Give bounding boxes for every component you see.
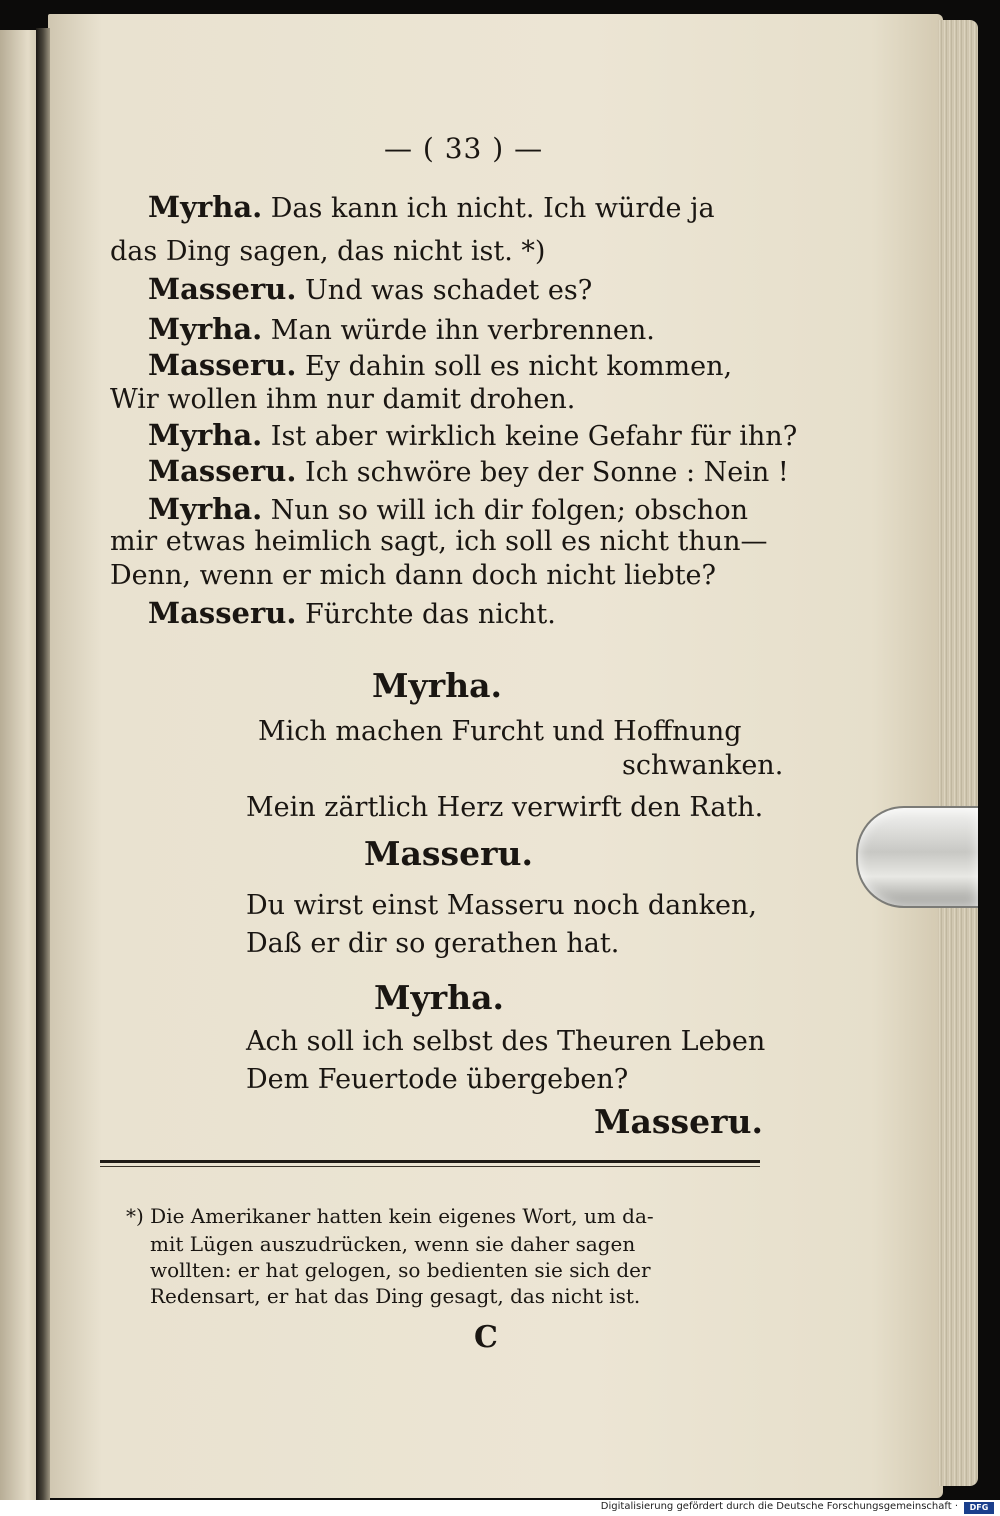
verse-line: Mich machen Furcht und Hoffnung <box>258 716 742 747</box>
verse-heading: Masseru. <box>364 834 533 873</box>
footnote-line: wollten: er hat gelogen, so bedienten sie sich der <box>150 1258 651 1282</box>
text-line <box>110 526 768 557</box>
verse-line: Dem Feuertode übergeben? <box>246 1064 629 1095</box>
text-line <box>110 384 575 415</box>
footer-bar <box>0 1500 1000 1516</box>
text-line <box>148 492 748 526</box>
footnote-line: mit Lügen auszudrücken, wenn sie daher sagen <box>150 1232 636 1256</box>
footnote-divider <box>100 1160 760 1163</box>
speaker-label: Masseru. <box>148 454 297 488</box>
text-line <box>110 236 545 267</box>
footnote-line: *) Die Amerikaner hatten kein eigenes Wort, um da- <box>126 1204 654 1228</box>
verse-heading: Myrha. <box>374 978 504 1017</box>
line-text: Das kann ich nicht. Ich würde ja <box>262 193 715 224</box>
line-text: Und was schadet es? <box>296 275 593 306</box>
book-gutter <box>36 28 50 1500</box>
text-line <box>148 348 732 382</box>
speaker-label: Masseru. <box>148 272 297 306</box>
line-text: Ich schwöre bey der Sonne : Nein ! <box>296 457 789 488</box>
text-line <box>148 596 556 630</box>
page-header: — ( 33 ) — <box>384 132 544 165</box>
verse-heading: Myrha. <box>372 666 502 705</box>
book-page <box>48 14 943 1498</box>
verse-line: Mein zärtlich Herz verwirft den Rath. <box>246 792 764 823</box>
line-text: Denn, wenn er mich dann doch nicht liebte? <box>110 560 716 591</box>
verse-line: Du wirst einst Masseru noch danken, <box>246 890 757 921</box>
footnote-line: Redensart, er hat das Ding gesagt, das nicht ist. <box>150 1284 641 1308</box>
speaker-label: Masseru. <box>148 348 297 382</box>
line-text: Ey dahin soll es nicht kommen, <box>296 351 733 382</box>
verse-line: Daß er dir so gerathen hat. <box>246 928 620 959</box>
speaker-label: Masseru. <box>148 596 297 630</box>
footnote-divider-thin <box>100 1166 760 1167</box>
line-text: Ist aber wirklich keine Gefahr für ihn? <box>262 421 798 452</box>
line-text: Man würde ihn verbrennen. <box>262 315 655 346</box>
page-edge-stack <box>938 20 978 1486</box>
text-line <box>148 454 789 488</box>
verse-line: Ach soll ich selbst des Theuren Leben <box>246 1026 766 1057</box>
speaker-label: Myrha. <box>148 190 263 224</box>
line-text: das Ding sagen, das nicht ist. *) <box>110 236 546 267</box>
line-text: Fürchte das nicht. <box>296 599 556 630</box>
text-line <box>148 418 797 452</box>
line-text: Wir wollen ihm nur damit drohen. <box>110 384 576 415</box>
text-line <box>148 272 592 306</box>
line-text: Nun so will ich dir folgen; obschon <box>262 495 748 526</box>
verse-line: schwanken. <box>622 750 784 781</box>
speaker-label: Myrha. <box>148 418 263 452</box>
left-page-edge <box>0 30 40 1500</box>
signature-mark: C <box>474 1320 498 1355</box>
text-line <box>148 190 715 224</box>
page-clip <box>856 806 978 908</box>
dfg-logo-icon: DFG <box>964 1502 994 1514</box>
speaker-label: Myrha. <box>148 312 263 346</box>
speaker-label: Myrha. <box>148 492 263 526</box>
line-text: mir etwas heimlich sagt, ich soll es nicht thun— <box>110 526 768 557</box>
funding-credit: Digitalisierung gefördert durch die Deutsche Forschungsgemeinschaft · <box>600 1501 958 1512</box>
verse-heading: Masseru. <box>594 1102 763 1141</box>
text-line <box>148 312 655 346</box>
text-line <box>110 560 716 591</box>
